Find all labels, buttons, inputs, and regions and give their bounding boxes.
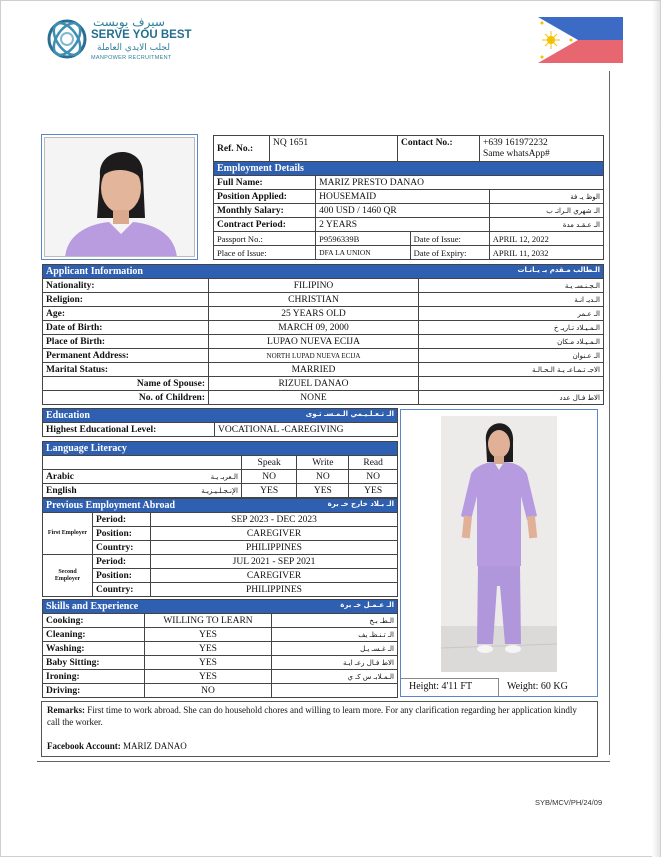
period-value: JUL 2021 - SEP 2021 bbox=[151, 555, 398, 569]
language-name-ar: الـعربـ يـة bbox=[95, 470, 242, 484]
country-label: Country: bbox=[93, 541, 151, 555]
language-name: English bbox=[43, 484, 95, 498]
skill-label-ar: الـمـلابـ س كـ ي bbox=[272, 670, 398, 684]
company-logo bbox=[45, 15, 195, 67]
position-label: Position: bbox=[93, 527, 151, 541]
skill-label-ar: الاط فـال رعـ ايـة bbox=[272, 656, 398, 670]
logo-arabic-sub: لجلب الايدي العاملة bbox=[97, 43, 170, 53]
language-table bbox=[42, 441, 398, 498]
previous-employment-table bbox=[42, 498, 398, 597]
facebook-account bbox=[47, 740, 592, 752]
applicant-label-ar: الـ عـمر bbox=[419, 307, 604, 321]
education-label: Highest Educational Level: bbox=[43, 423, 215, 437]
applicant-label: Place of Birth: bbox=[43, 335, 209, 349]
employment-title: Employment Details bbox=[214, 162, 604, 176]
country-value: PHILIPPINES bbox=[151, 583, 398, 597]
applicant-value: CHRISTIAN bbox=[209, 293, 419, 307]
remarks-box bbox=[41, 701, 598, 757]
logo-arabic-name: سيرف يوبست bbox=[93, 15, 165, 29]
skill-label-ar: الـطـ بـخ bbox=[272, 614, 398, 628]
physical-stats bbox=[401, 678, 597, 696]
language-write: NO bbox=[297, 470, 349, 484]
applicant-label-ar: الـ عـنوان bbox=[419, 349, 604, 363]
reference-table bbox=[213, 135, 604, 162]
applicant-label-ar bbox=[419, 377, 604, 391]
employment-table bbox=[213, 161, 604, 260]
applicant-title-en: Applicant Information bbox=[46, 266, 143, 277]
emp-label: Monthly Salary: bbox=[214, 204, 316, 218]
language-read: YES bbox=[349, 484, 398, 498]
remarks bbox=[47, 704, 592, 728]
emp-value: HOUSEMAID bbox=[316, 190, 490, 204]
language-write: YES bbox=[297, 484, 349, 498]
document-border-right bbox=[609, 71, 610, 755]
language-name: Arabic bbox=[43, 470, 95, 484]
contact-label: Contact No.: bbox=[398, 136, 480, 162]
applicant-value: NONE bbox=[209, 391, 419, 405]
applicant-label-ar: الـجـنـسـ يـة bbox=[419, 279, 604, 293]
applicant-label: Name of Spouse: bbox=[43, 377, 209, 391]
logo-subtitle: MANPOWER RECRUITMENT bbox=[91, 55, 172, 61]
country-label: Country: bbox=[93, 583, 151, 597]
skill-label: Cleaning: bbox=[43, 628, 145, 642]
height-text: Height: 4'11 FT bbox=[409, 681, 473, 692]
period-value: SEP 2023 - DEC 2023 bbox=[151, 513, 398, 527]
skill-value: WILLING TO LEARN bbox=[145, 614, 272, 628]
full-body-photo-frame bbox=[400, 409, 598, 697]
applicant-value: MARRIED bbox=[209, 363, 419, 377]
applicant-title-ar: الـطالب مـقدم بـ يـانـات bbox=[517, 266, 600, 274]
position-value: CAREGIVER bbox=[151, 527, 398, 541]
emp-value: MARIZ PRESTO DANAO bbox=[316, 176, 604, 190]
place-label: Place of Issue: bbox=[214, 246, 316, 260]
applicant-label: Age: bbox=[43, 307, 209, 321]
education-title bbox=[43, 409, 398, 423]
period-label: Period: bbox=[93, 555, 151, 569]
skills-title bbox=[43, 600, 398, 614]
expiry-label: Date of Expiry: bbox=[410, 246, 489, 260]
applicant-label: Permanent Address: bbox=[43, 349, 209, 363]
remarks-text: First time to work abroad. She can do household chores and willing to learn more. For any clarification regarding her application kindly call the worker. bbox=[47, 705, 577, 727]
ref-value: NQ 1651 bbox=[270, 136, 398, 162]
previous-title-en: Previous Employment Abroad bbox=[46, 500, 176, 511]
applicant-label: Religion: bbox=[43, 293, 209, 307]
position-value: CAREGIVER bbox=[151, 569, 398, 583]
facebook-label: Facebook Account: bbox=[47, 741, 121, 751]
skill-label: Ironing: bbox=[43, 670, 145, 684]
emp-label-ar: الـ عـقـد مدة bbox=[489, 218, 603, 232]
philippines-flag-icon bbox=[538, 17, 623, 63]
skill-value: NO bbox=[145, 684, 272, 698]
previous-title-ar: الـ بـلاد خارج خـ برة bbox=[327, 500, 394, 508]
applicant-label: Marital Status: bbox=[43, 363, 209, 377]
language-title: Language Literacy bbox=[43, 442, 398, 456]
portrait-photo-frame bbox=[41, 134, 198, 260]
language-corner bbox=[43, 456, 242, 470]
applicant-value: MARCH 09, 2000 bbox=[209, 321, 419, 335]
full-body-photo bbox=[441, 416, 557, 672]
applicant-value: RIZUEL DANAO bbox=[209, 377, 419, 391]
country-value: PHILIPPINES bbox=[151, 541, 398, 555]
contact-note: Same whatsApp# bbox=[483, 148, 550, 159]
issue-date-label: Date of Issue: bbox=[410, 232, 489, 246]
issue-date-value: APRIL 12, 2022 bbox=[489, 232, 603, 246]
skill-value: YES bbox=[145, 656, 272, 670]
portrait-photo bbox=[44, 137, 195, 257]
employer-name: Second Employer bbox=[43, 555, 93, 597]
skills-table bbox=[42, 599, 398, 698]
emp-label-ar: الـ شهري الـراتـ ب bbox=[489, 204, 603, 218]
applicant-value: 25 YEARS OLD bbox=[209, 307, 419, 321]
position-label: Position: bbox=[93, 569, 151, 583]
contact-number: +639 161972232 bbox=[483, 137, 548, 148]
contact-value bbox=[480, 136, 604, 162]
applicant-label-ar: الـديـ انـة bbox=[419, 293, 604, 307]
applicant-value: NORTH LUPAD NUEVA ECIJA bbox=[209, 349, 419, 363]
applicant-value: LUPAO NUEVA ECIJA bbox=[209, 335, 419, 349]
employer-name: First Employer bbox=[43, 513, 93, 555]
skill-value: YES bbox=[145, 670, 272, 684]
skill-value: YES bbox=[145, 642, 272, 656]
emp-label: Position Applied: bbox=[214, 190, 316, 204]
passport-label: Passport No.: bbox=[214, 232, 316, 246]
applicant-label-ar: الاط فـال عدد bbox=[419, 391, 604, 405]
language-name-ar: الإنـجـلـيـزيـة bbox=[95, 484, 242, 498]
skill-label: Cooking: bbox=[43, 614, 145, 628]
col-write: Write bbox=[297, 456, 349, 470]
applicant-title bbox=[43, 265, 604, 279]
emp-label-ar: الوظ يـ فة bbox=[489, 190, 603, 204]
applicant-label-ar: الـمـيـلاد مـكان bbox=[419, 335, 604, 349]
education-title-en: Education bbox=[46, 410, 90, 421]
ref-label: Ref. No.: bbox=[214, 136, 270, 162]
emp-value: 2 YEARS bbox=[316, 218, 490, 232]
skill-label: Driving: bbox=[43, 684, 145, 698]
emp-value: 400 USD / 1460 QR bbox=[316, 204, 490, 218]
emp-label: Full Name: bbox=[214, 176, 316, 190]
skill-label-ar: الـ غـسـ يـل bbox=[272, 642, 398, 656]
skill-label-ar bbox=[272, 684, 398, 698]
col-read: Read bbox=[349, 456, 398, 470]
applicant-value: FILIPINO bbox=[209, 279, 419, 293]
skill-value: YES bbox=[145, 628, 272, 642]
logo-name: SERVE YOU BEST bbox=[91, 29, 192, 41]
remarks-label: Remarks: bbox=[47, 705, 85, 715]
education-title-ar: الـ تـعـلـيـمي الـمـسـ تـوى bbox=[305, 410, 394, 418]
document-code: SYB/MCV/PH/24/09 bbox=[535, 798, 603, 807]
facebook-value: MARIZ DANAO bbox=[123, 741, 187, 751]
logo-knot-icon bbox=[45, 17, 89, 61]
skill-label-ar: الـ تـنـظـ يف bbox=[272, 628, 398, 642]
language-speak: YES bbox=[241, 484, 296, 498]
education-value: VOCATIONAL -CAREGIVING bbox=[215, 423, 398, 437]
page-edge bbox=[652, 1, 660, 857]
language-speak: NO bbox=[241, 470, 296, 484]
passport-value: P9596339B bbox=[316, 232, 411, 246]
applicant-label-ar: الـمـيـلاد تـاريـ خ bbox=[419, 321, 604, 335]
document-border-bottom bbox=[37, 761, 610, 762]
col-speak: Speak bbox=[241, 456, 296, 470]
place-value: DFA LA UNION bbox=[316, 246, 411, 260]
applicant-label: Date of Birth: bbox=[43, 321, 209, 335]
skill-label: Baby Sitting: bbox=[43, 656, 145, 670]
language-read: NO bbox=[349, 470, 398, 484]
skills-title-ar: الـ عـمـل خـ برة bbox=[340, 601, 394, 609]
expiry-value: APRIL 11, 2032 bbox=[489, 246, 603, 260]
emp-label: Contract Period: bbox=[214, 218, 316, 232]
education-table bbox=[42, 408, 398, 437]
applicant-table bbox=[42, 264, 604, 405]
applicant-label: Nationality: bbox=[43, 279, 209, 293]
skills-title-en: Skills and Experience bbox=[46, 601, 139, 612]
previous-title bbox=[43, 499, 398, 513]
applicant-label-ar: الاجـ تـمـاعـ يـة الـحـالـة bbox=[419, 363, 604, 377]
period-label: Period: bbox=[93, 513, 151, 527]
weight-text: Weight: 60 KG bbox=[507, 681, 568, 692]
skill-label: Washing: bbox=[43, 642, 145, 656]
applicant-label: No. of Children: bbox=[43, 391, 209, 405]
